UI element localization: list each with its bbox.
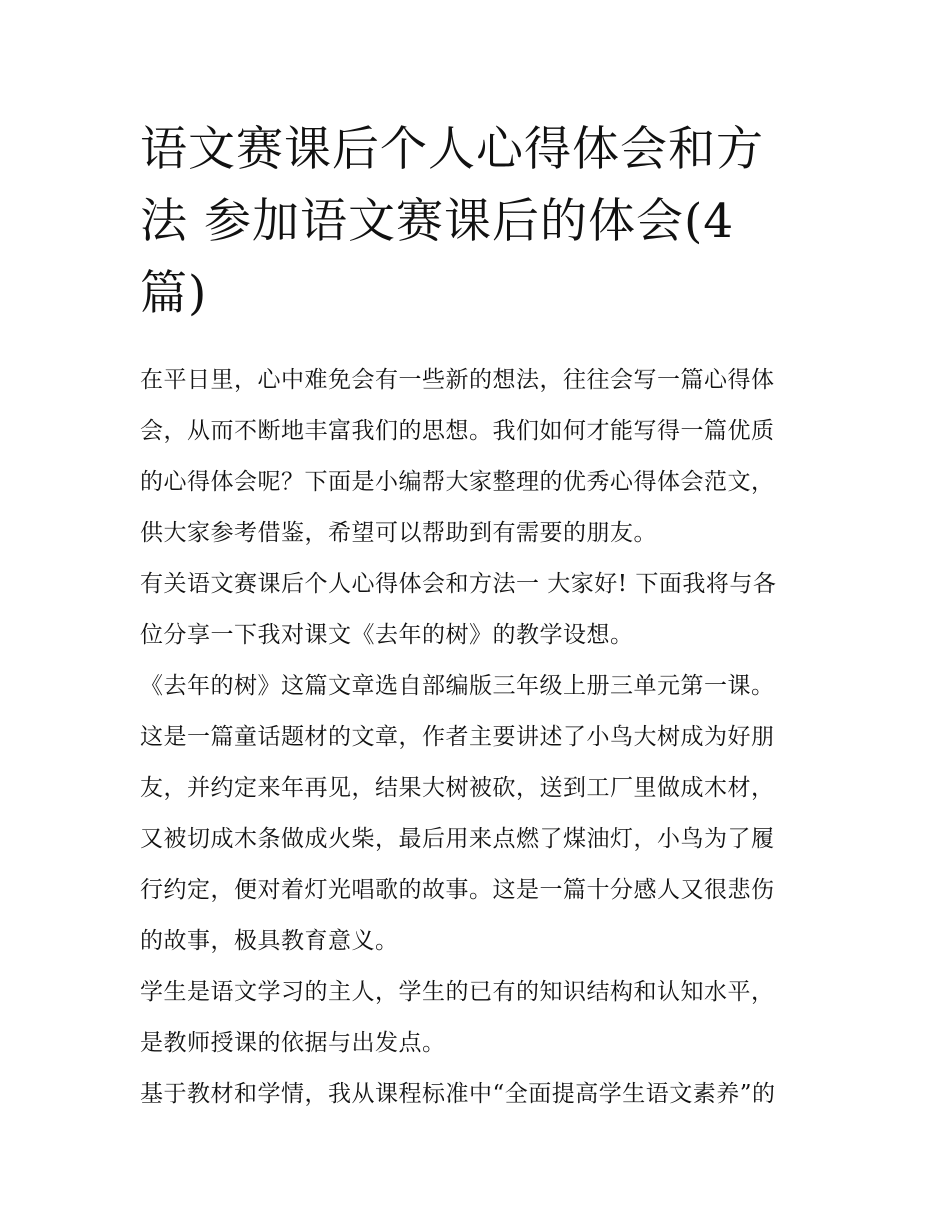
body-line: 《去年的树》这篇文章选自部编版三年级上册三单元第一课。 xyxy=(140,673,775,699)
body-line: 友，并约定来年再见，结果大树被砍，送到工厂里做成木材， xyxy=(140,775,775,801)
body-line: 在平日里，心中难免会有一些新的想法，往往会写一篇心得体 xyxy=(140,367,775,393)
document-body xyxy=(140,355,816,1120)
body-line: 的故事，极具教育意义。 xyxy=(140,928,399,954)
body-line: 的心得体会呢？下面是小编帮大家整理的优秀心得体会范文， xyxy=(140,469,775,495)
body-line: 又被切成木条做成火柴，最后用来点燃了煤油灯，小鸟为了履 xyxy=(140,826,775,852)
body-line: 会，从而不断地丰富我们的思想。我们如何才能写得一篇优质 xyxy=(140,418,775,444)
body-line: 供大家参考借鉴，希望可以帮助到有需要的朋友。 xyxy=(140,520,657,546)
body-line: 位分享一下我对课文《去年的树》的教学设想。 xyxy=(140,622,634,648)
body-line: 这是一篇童话题材的文章，作者主要讲述了小鸟大树成为好朋 xyxy=(140,724,775,750)
body-line: 行约定，便对着灯光唱歌的故事。这是一篇十分感人又很悲伤 xyxy=(140,877,775,903)
document-title xyxy=(140,114,820,330)
body-line: 是教师授课的依据与出发点。 xyxy=(140,1030,446,1056)
title-line-1: 语文赛课后个人心得体会和方 xyxy=(140,122,764,177)
body-line: 学生是语文学习的主人，学生的已有的知识结构和认知水平， xyxy=(140,979,775,1005)
title-line-2: 法 参加语文赛课后的体会(4 xyxy=(140,194,735,249)
body-line: 有关语文赛课后个人心得体会和方法一 大家好! 下面我将与各 xyxy=(140,571,777,597)
title-line-3: 篇) xyxy=(140,266,208,321)
body-line: 基于教材和学情，我从课程标准中“全面提高学生语文素养”的 xyxy=(140,1081,776,1107)
